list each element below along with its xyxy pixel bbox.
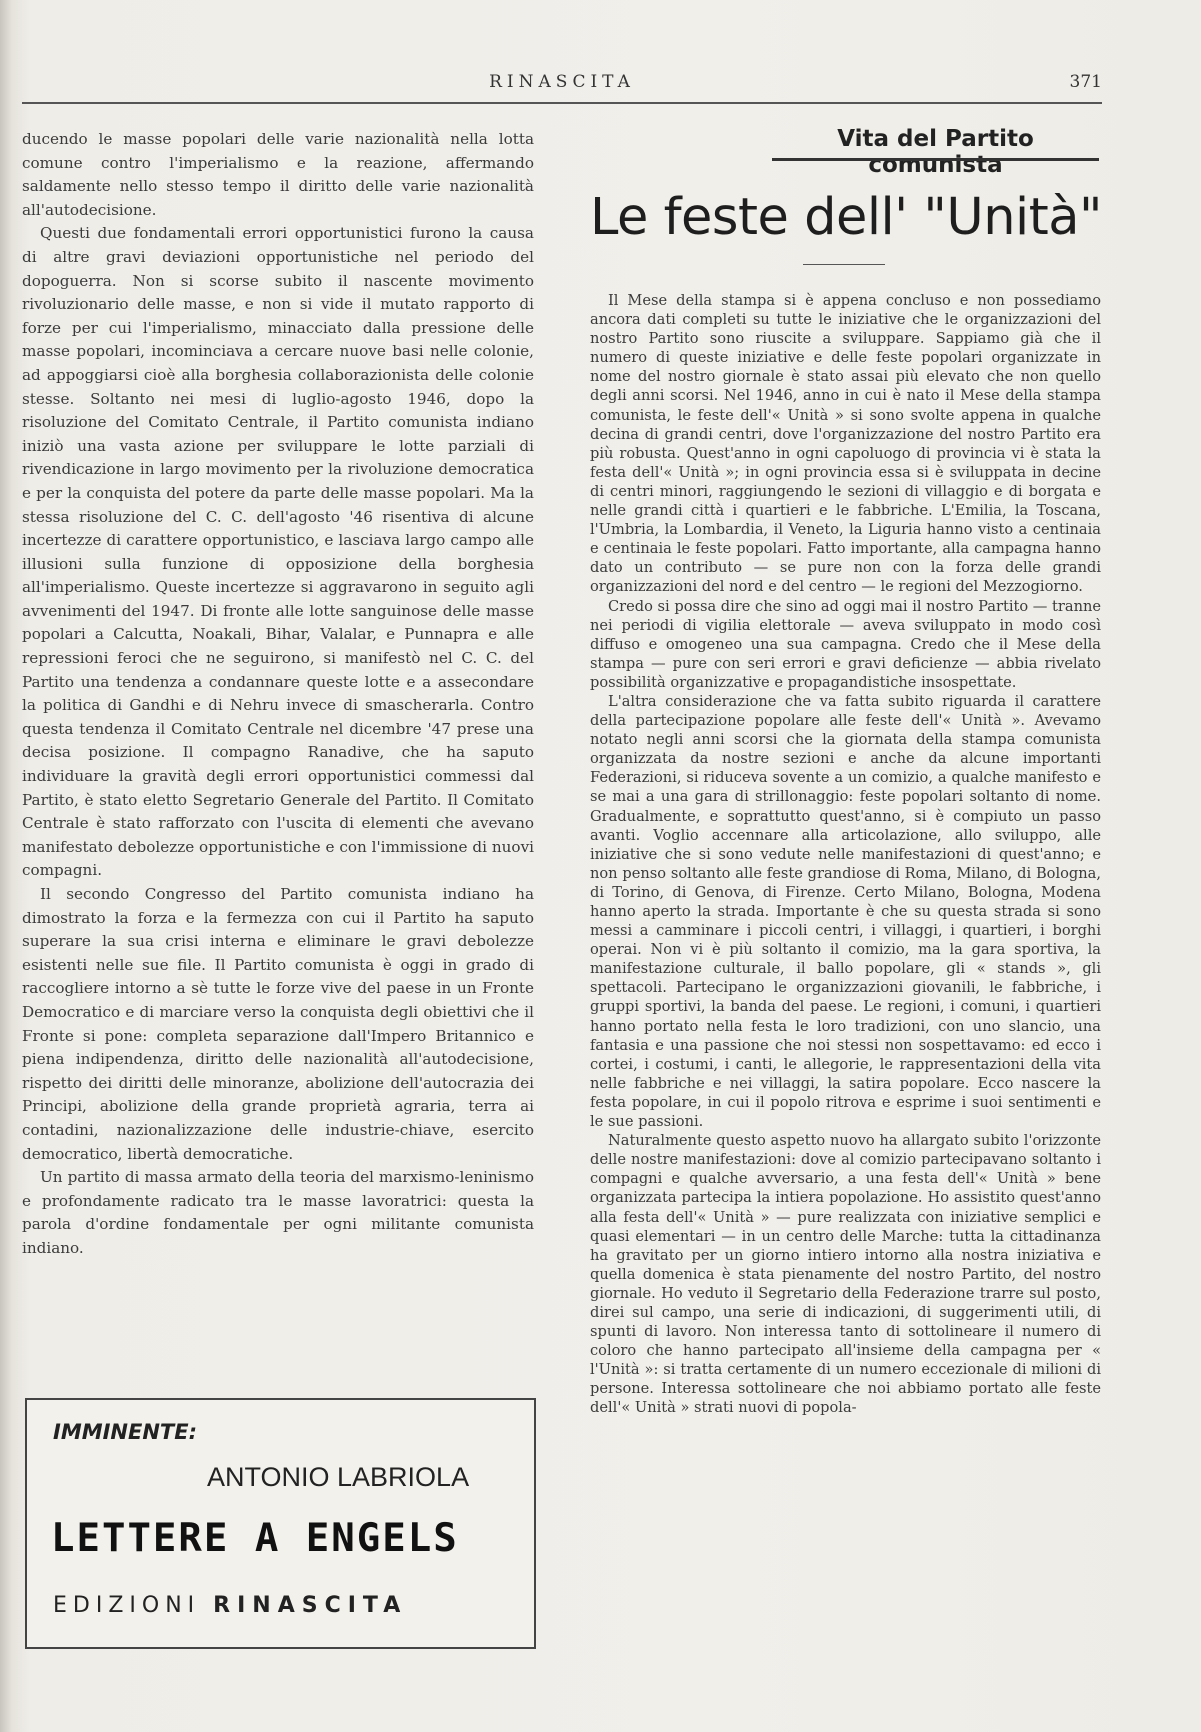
page-number: 371 xyxy=(1069,72,1102,92)
ad-author: ANTONIO LABRIOLA xyxy=(207,1462,470,1492)
running-header xyxy=(22,68,1102,104)
ad-publisher xyxy=(53,1593,407,1618)
book-advertisement xyxy=(25,1398,536,1649)
paragraph: Il Mese della stampa si è appena concluso e non possediamo ancora dati completi su tutte le iniziative che le organizzazioni del nostro Partito sono riuscite a sviluppare. Sappiamo già che il numero di queste iniziative e delle feste popolari organizzate in nome del nostro giornale è stato assai più elevato che non quello degli anni scorsi. Nel 1946, anno in cui è nato il Mese della stampa comunista, le feste dell'« Unità » si sono svolte appena in qualche decina di grandi centri, dove l'organizzazione del nostro Partito era più robusta. Quest'anno in ogni capoluogo di provincia vi è stata la festa dell'« Unità »; in ogni provincia essa si è sviluppata in decine di centri minori, raggiungendo le sezioni di villaggio e di borgata e nelle grandi città i quartieri e le fabbriche. L'Emilia, la Toscana, l'Umbria, la Lombardia, il Veneto, la Liguria hanno visto a centinaia e centinaia le feste popolari. Fatto importante, alla campagna hanno dato un contributo — se pure non con la forza delle grandi organizzazioni del nord e del centro — le regioni del Mezzogiorno. xyxy=(590,292,1101,596)
ad-publisher-name: RINASCITA xyxy=(213,1593,408,1618)
article-title: Le feste dell' "Unità" xyxy=(590,188,1102,247)
paragraph: Un partito di massa armato della teoria del marxismo-leninismo e profondamente radicato tra le masse lavoratrici: questa la parola d'ordine fondamentale per ogni militante comunista indiano. xyxy=(22,1168,534,1257)
paragraph: Questi due fondamentali errori opportunistici furono la causa di altre gravi deviazioni opportunistiche nel periodo del dopoguerra. Non si scorse subito il nascente movimento rivoluzionario delle masse, e non si vide il mutato rapporto di forze per cui l'imperialismo, minacciato dalla pressione delle masse popolari, incominciava a cercare nuove basi nelle colonie, ad appoggiarsi cioè alla borghesia collaborazionista delle colonie stesse. Soltanto nei mesi di luglio-agosto 1946, dopo la risoluzione del Comitato Centrale, il Partito comunista indiano iniziò una vasta azione per sviluppare le lotte parziali di rivendicazione in largo movimento per la rivoluzione democratica e per la conquista del potere da parte delle masse popolari. Ma la stessa risoluzione del C. C. dell'agosto '46 risentiva di alcune incertezze di carattere opportunistico, e lasciava largo campo alle illusioni sulla funzione di opposizione della borghesia all'imperialismo. Queste incertezze si aggravarono in seguito agli avvenimenti del 1947. Di fronte alle lotte sanguinose delle masse popolari a Calcutta, Noakali, Bihar, Valalar, e Punnapra e alle repressioni feroci che ne seguirono, si manifestò nel C. C. del Partito una tendenza a condannare queste lotte e a assecondare la politica di Gandhi e di Nehru invece di smascherarla. Contro questa tendenza il Comitato Centrale nel dicembre '47 prese una decisa posizione. Il compagno Ranadive, che ha saputo individuare la gravità degli errori opportunistici commessi dal Partito, è stato eletto Segretario Generale del Partito. Il Comitato Centrale è stato rafforzato con l'uscita di elementi che avevano manifestato debolezze opportunistiche e con l'immissione di nuovi compagni. xyxy=(22,224,534,880)
title-rule xyxy=(803,264,885,265)
ad-label: IMMINENTE: xyxy=(53,1420,197,1444)
paragraph: Il secondo Congresso del Partito comunista indiano ha dimostrato la forza e la fermezza con cui il Partito ha saputo superare la sua crisi interna e eliminare le gravi debolezze esistenti nelle sue file. Il Partito comunista è oggi in grado di raccogliere intorno a sè tutte le forze vive del paese in un Fronte Democratico e di marciare verso la conquista degli obiettivi che il Fronte si pone: completa separazione dall'Impero Britannico e piena indipendenza, diritto delle nazionalità all'autodecisione, rispetto dei diritti delle minoranze, abolizione dell'autocrazia dei Principi, abolizione della grande proprietà agraria, terra ai contadini, nazionalizzazione delle industrie-chiave, esercito democratico, libertà democratiche. xyxy=(22,885,534,1163)
ad-book-title: LETTERE A ENGELS xyxy=(51,1516,459,1561)
paragraph: Naturalmente questo aspetto nuovo ha allargato subito l'orizzonte delle nostre manifestazioni: dove al comizio partecipavano soltanto i compagni e qualche avversario, a una festa dell'« Unità » bene organizzata partecipa la intiera popolazione. Ho assistito quest'anno alla festa dell'« Unità » — pure realizzata con iniziative semplici e quasi elementari — in un centro delle Marche: tutta la cittadinanza ha gravitato per un giorno intiero intorno alla nostra iniziativa e quella domenica è stata pienamente del nostro Partito, del nostro giornale. Ho veduto il Segretario della Federazione trarre sul posto, direi sul campo, una serie di indicazioni, di suggerimenti utili, di spunti di lavoro. Non interessa tanto di sottolineare il numero di coloro che hanno partecipato all'insieme della campagna per « l'Unità »: si tratta certamente di un numero eccezionale di milioni di persone. Interessa sottolineare che noi abbiamo portato alle feste dell'« Unità » strati nuovi di popola- xyxy=(590,1132,1101,1417)
left-column xyxy=(22,128,534,1261)
paragraph: L'altra considerazione che va fatta subito riguarda il carattere della partecipazione popolare alle feste dell'« Unità ». Avevamo notato negli anni scorsi che la giornata della stampa comunista organizzata da nostre sezioni e anche da alcune importanti Federazioni, si riduceva sovente a un comizio, a qualche manifesto e se mai a una gara di strillonaggio: feste popolari soltanto di nome. Gradualmente, e soprattutto quest'anno, si è compiuto un passo avanti. Voglio accennare alla articolazione, allo sviluppo, alle iniziative che si sono vedute nelle manifestazioni di quest'anno; e non penso soltanto alle feste grandiose di Roma, Milano, di Bologna, di Torino, di Genova, di Firenze. Certo Milano, Bologna, Modena hanno aperto la strada. Importante è che su questa strada si sono messi a camminare i piccoli centri, i villaggi, i quartieri, i borghi operai. Non vi è più soltanto il comizio, ma la gara sportiva, la manifestazione culturale, il ballo popolare, gli « stands », gli spettacoli. Partecipano le organizzazioni giovanili, le fabbriche, i gruppi sportivi, la banda del paese. Le regioni, i comuni, i quartieri hanno portato nella festa le loro tradizioni, con uno slancio, una fantasia e una passione che noi stessi non sospettavamo: ed ecco i cortei, i costumi, i canti, le allegorie, le rappresentazioni della vita nelle fabbriche e nei villaggi, la satira popolare. Ecco nascere la festa popolare, in cui il popolo ritrova e esprime i suoi sentimenti e le sue passioni. xyxy=(590,692,1101,1131)
section-rule xyxy=(772,158,1099,161)
paragraph: ducendo le masse popolari delle varie nazionalità nella lotta comune contro l'imperialismo e la reazione, affermando saldamente nello stesso tempo il diritto delle varie nazionalità all'autodecisione. xyxy=(22,130,534,219)
ad-publisher-prefix: EDIZIONI xyxy=(53,1593,201,1618)
section-heading: Vita del Partito comunista xyxy=(837,126,1034,178)
magazine-title: RINASCITA xyxy=(489,72,635,92)
right-column xyxy=(590,291,1101,1418)
paragraph: Credo si possa dire che sino ad oggi mai il nostro Partito — tranne nei periodi di vigilia elettorale — aveva sviluppato in modo così diffuso e omogeneo una sua campagna. Credo che il Mese della stampa — pure con seri errori e gravi deficienze — abbia rivelato possibilità organizzative e propagandistiche insospettate. xyxy=(590,597,1101,691)
